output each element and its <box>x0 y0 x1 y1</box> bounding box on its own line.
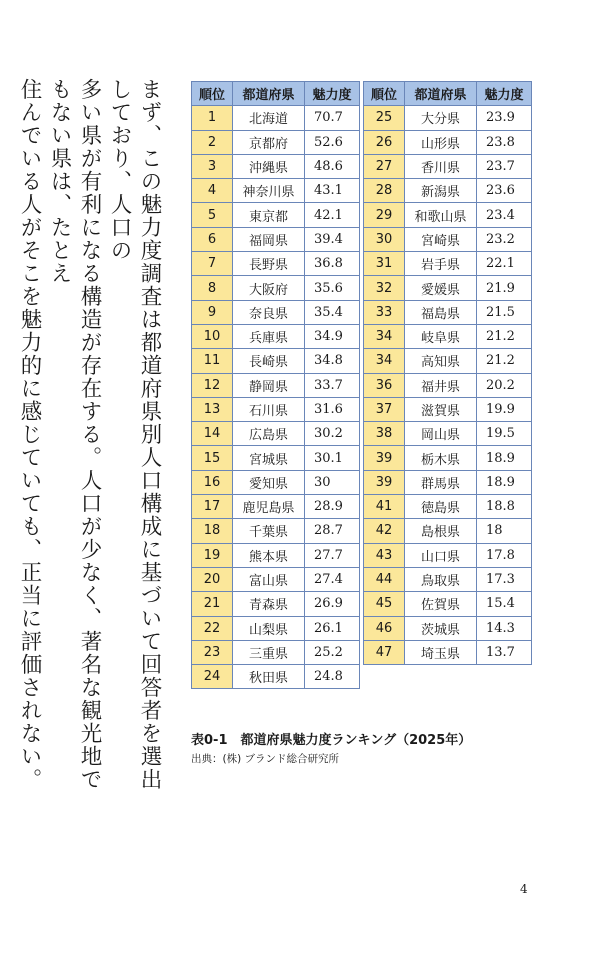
score-cell: 24.8 <box>305 665 360 689</box>
prefecture-cell: 島根県 <box>405 519 477 543</box>
page-number: 4 <box>520 882 528 896</box>
table-row <box>192 592 360 616</box>
prefecture-cell: 岐阜県 <box>405 324 477 348</box>
rank-cell: 34 <box>364 349 405 373</box>
table-row <box>192 252 360 276</box>
score-cell: 23.2 <box>477 227 532 251</box>
score-cell: 19.9 <box>477 397 532 421</box>
prefecture-cell: 石川県 <box>233 397 305 421</box>
prefecture-cell: 秋田県 <box>233 665 305 689</box>
score-cell: 28.9 <box>305 495 360 519</box>
prefecture-cell: 京都府 <box>233 130 305 154</box>
prefecture-cell: 新潟県 <box>405 179 477 203</box>
rank-cell: 17 <box>192 495 233 519</box>
score-cell: 35.6 <box>305 276 360 300</box>
rank-cell: 27 <box>364 154 405 178</box>
prefecture-cell: 宮城県 <box>233 446 305 470</box>
prefecture-cell: 岩手県 <box>405 252 477 276</box>
table-row <box>192 616 360 640</box>
score-cell: 14.3 <box>477 616 532 640</box>
table-row <box>192 567 360 591</box>
rank-cell: 30 <box>364 227 405 251</box>
prefecture-cell: 愛知県 <box>233 470 305 494</box>
score-cell: 26.9 <box>305 592 360 616</box>
table-row <box>364 106 532 130</box>
score-cell: 39.4 <box>305 227 360 251</box>
table-row <box>192 640 360 664</box>
score-cell: 35.4 <box>305 300 360 324</box>
table-caption: 表0-1 都道府県魅力度ランキング（2025年） <box>191 733 472 748</box>
rank-cell: 23 <box>192 640 233 664</box>
table-row <box>364 640 532 664</box>
score-cell: 33.7 <box>305 373 360 397</box>
rank-cell: 42 <box>364 519 405 543</box>
ranking-table-right <box>363 81 532 665</box>
prefecture-cell: 栃木県 <box>405 446 477 470</box>
ranking-table-left <box>191 81 360 689</box>
prefecture-cell: 山梨県 <box>233 616 305 640</box>
score-cell: 23.4 <box>477 203 532 227</box>
score-cell: 18 <box>477 519 532 543</box>
score-cell: 21.2 <box>477 349 532 373</box>
prefecture-cell: 岡山県 <box>405 422 477 446</box>
table-row <box>364 567 532 591</box>
table-row <box>364 422 532 446</box>
rank-cell: 6 <box>192 227 233 251</box>
table-row <box>192 470 360 494</box>
score-cell: 21.2 <box>477 324 532 348</box>
table-row <box>364 300 532 324</box>
score-cell: 22.1 <box>477 252 532 276</box>
prefecture-cell: 富山県 <box>233 567 305 591</box>
body-line: 多い県が有利になる構造が存在する。人口が少なく、著名な観光地でもない県は、たとえ <box>47 78 102 791</box>
table-row <box>364 373 532 397</box>
score-cell: 30 <box>305 470 360 494</box>
score-cell: 26.1 <box>305 616 360 640</box>
header-score: 魅力度 <box>477 82 532 106</box>
rank-cell: 43 <box>364 543 405 567</box>
prefecture-cell: 佐賀県 <box>405 592 477 616</box>
score-cell: 23.8 <box>477 130 532 154</box>
table-row <box>192 276 360 300</box>
prefecture-cell: 高知県 <box>405 349 477 373</box>
prefecture-cell: 香川県 <box>405 154 477 178</box>
prefecture-cell: 埼玉県 <box>405 640 477 664</box>
prefecture-cell: 長野県 <box>233 252 305 276</box>
rank-cell: 29 <box>364 203 405 227</box>
score-cell: 17.8 <box>477 543 532 567</box>
rank-cell: 20 <box>192 567 233 591</box>
rank-cell: 14 <box>192 422 233 446</box>
body-line: まず、この魅力度調査は都道府県別人口構成に基づいて回答者を選出しており、人口の <box>107 78 162 791</box>
table-row <box>192 324 360 348</box>
rank-cell: 24 <box>192 665 233 689</box>
rank-cell: 18 <box>192 519 233 543</box>
table-row <box>192 519 360 543</box>
rank-cell: 21 <box>192 592 233 616</box>
score-cell: 19.5 <box>477 422 532 446</box>
table-row <box>192 349 360 373</box>
table-row <box>364 397 532 421</box>
rank-cell: 33 <box>364 300 405 324</box>
table-header-row <box>192 82 360 106</box>
rank-cell: 47 <box>364 640 405 664</box>
prefecture-cell: 徳島県 <box>405 495 477 519</box>
table-row <box>192 373 360 397</box>
rank-cell: 22 <box>192 616 233 640</box>
prefecture-cell: 東京都 <box>233 203 305 227</box>
body-line: 住んでいる人がそこを魅力的に感じていても、正当に評価されない。 <box>17 78 42 791</box>
table-row <box>192 130 360 154</box>
rank-cell: 28 <box>364 179 405 203</box>
table-row <box>364 592 532 616</box>
score-cell: 13.7 <box>477 640 532 664</box>
table-row <box>192 397 360 421</box>
score-cell: 48.6 <box>305 154 360 178</box>
table-row <box>192 154 360 178</box>
table-row <box>364 324 532 348</box>
rank-cell: 19 <box>192 543 233 567</box>
score-cell: 43.1 <box>305 179 360 203</box>
score-cell: 23.6 <box>477 179 532 203</box>
rank-cell: 10 <box>192 324 233 348</box>
rank-cell: 46 <box>364 616 405 640</box>
prefecture-cell: 奈良県 <box>233 300 305 324</box>
score-cell: 34.9 <box>305 324 360 348</box>
prefecture-cell: 福島県 <box>405 300 477 324</box>
score-cell: 28.7 <box>305 519 360 543</box>
rank-cell: 3 <box>192 154 233 178</box>
rank-cell: 8 <box>192 276 233 300</box>
score-cell: 36.8 <box>305 252 360 276</box>
score-cell: 42.1 <box>305 203 360 227</box>
score-cell: 27.4 <box>305 567 360 591</box>
header-score: 魅力度 <box>305 82 360 106</box>
rank-cell: 39 <box>364 470 405 494</box>
prefecture-cell: 熊本県 <box>233 543 305 567</box>
prefecture-cell: 滋賀県 <box>405 397 477 421</box>
rank-cell: 13 <box>192 397 233 421</box>
table-row <box>192 665 360 689</box>
table-row <box>364 616 532 640</box>
rank-cell: 31 <box>364 252 405 276</box>
prefecture-cell: 三重県 <box>233 640 305 664</box>
table-row <box>364 349 532 373</box>
prefecture-cell: 千葉県 <box>233 519 305 543</box>
score-cell: 21.9 <box>477 276 532 300</box>
table-row <box>364 495 532 519</box>
prefecture-cell: 沖縄県 <box>233 154 305 178</box>
table-row <box>364 519 532 543</box>
score-cell: 34.8 <box>305 349 360 373</box>
score-cell: 23.7 <box>477 154 532 178</box>
prefecture-cell: 北海道 <box>233 106 305 130</box>
table-row <box>364 130 532 154</box>
rank-cell: 32 <box>364 276 405 300</box>
body-text <box>14 78 164 808</box>
header-rank: 順位 <box>192 82 233 106</box>
prefecture-cell: 大阪府 <box>233 276 305 300</box>
rank-cell: 15 <box>192 446 233 470</box>
table-row <box>364 203 532 227</box>
table-row <box>192 300 360 324</box>
prefecture-cell: 和歌山県 <box>405 203 477 227</box>
score-cell: 18.9 <box>477 446 532 470</box>
table-row <box>192 203 360 227</box>
rank-cell: 4 <box>192 179 233 203</box>
rank-cell: 5 <box>192 203 233 227</box>
table-row <box>192 543 360 567</box>
prefecture-cell: 鹿児島県 <box>233 495 305 519</box>
score-cell: 18.9 <box>477 470 532 494</box>
table-row <box>364 179 532 203</box>
table-source: 出典：(株) ブランド総合研究所 <box>191 753 340 765</box>
table-row <box>364 276 532 300</box>
prefecture-cell: 大分県 <box>405 106 477 130</box>
rank-cell: 1 <box>192 106 233 130</box>
rank-cell: 25 <box>364 106 405 130</box>
prefecture-cell: 神奈川県 <box>233 179 305 203</box>
prefecture-cell: 兵庫県 <box>233 324 305 348</box>
header-prefecture: 都道府県 <box>405 82 477 106</box>
score-cell: 18.8 <box>477 495 532 519</box>
prefecture-cell: 福岡県 <box>233 227 305 251</box>
score-cell: 70.7 <box>305 106 360 130</box>
header-prefecture: 都道府県 <box>233 82 305 106</box>
rank-cell: 2 <box>192 130 233 154</box>
score-cell: 21.5 <box>477 300 532 324</box>
score-cell: 30.2 <box>305 422 360 446</box>
rank-cell: 12 <box>192 373 233 397</box>
rank-cell: 9 <box>192 300 233 324</box>
rank-cell: 26 <box>364 130 405 154</box>
table-row <box>192 179 360 203</box>
prefecture-cell: 愛媛県 <box>405 276 477 300</box>
table-row <box>192 106 360 130</box>
header-rank: 順位 <box>364 82 405 106</box>
table-row <box>192 446 360 470</box>
prefecture-cell: 山形県 <box>405 130 477 154</box>
rank-cell: 39 <box>364 446 405 470</box>
score-cell: 20.2 <box>477 373 532 397</box>
rank-cell: 7 <box>192 252 233 276</box>
prefecture-cell: 長崎県 <box>233 349 305 373</box>
rank-cell: 38 <box>364 422 405 446</box>
prefecture-cell: 静岡県 <box>233 373 305 397</box>
rank-cell: 41 <box>364 495 405 519</box>
table-header-row <box>364 82 532 106</box>
score-cell: 23.9 <box>477 106 532 130</box>
table-row <box>364 470 532 494</box>
table-row <box>364 252 532 276</box>
prefecture-cell: 青森県 <box>233 592 305 616</box>
score-cell: 30.1 <box>305 446 360 470</box>
rank-cell: 36 <box>364 373 405 397</box>
rank-cell: 37 <box>364 397 405 421</box>
prefecture-cell: 広島県 <box>233 422 305 446</box>
prefecture-cell: 鳥取県 <box>405 567 477 591</box>
rank-cell: 34 <box>364 324 405 348</box>
table-row <box>364 227 532 251</box>
score-cell: 31.6 <box>305 397 360 421</box>
prefecture-cell: 群馬県 <box>405 470 477 494</box>
prefecture-cell: 宮崎県 <box>405 227 477 251</box>
score-cell: 25.2 <box>305 640 360 664</box>
table-row <box>192 422 360 446</box>
table-row <box>192 227 360 251</box>
rank-cell: 16 <box>192 470 233 494</box>
rank-cell: 44 <box>364 567 405 591</box>
score-cell: 17.3 <box>477 567 532 591</box>
prefecture-cell: 福井県 <box>405 373 477 397</box>
rank-cell: 11 <box>192 349 233 373</box>
table-row <box>364 154 532 178</box>
table-row <box>364 446 532 470</box>
table-row <box>192 495 360 519</box>
table-row <box>364 543 532 567</box>
score-cell: 27.7 <box>305 543 360 567</box>
rank-cell: 45 <box>364 592 405 616</box>
score-cell: 52.6 <box>305 130 360 154</box>
prefecture-cell: 山口県 <box>405 543 477 567</box>
prefecture-cell: 茨城県 <box>405 616 477 640</box>
score-cell: 15.4 <box>477 592 532 616</box>
